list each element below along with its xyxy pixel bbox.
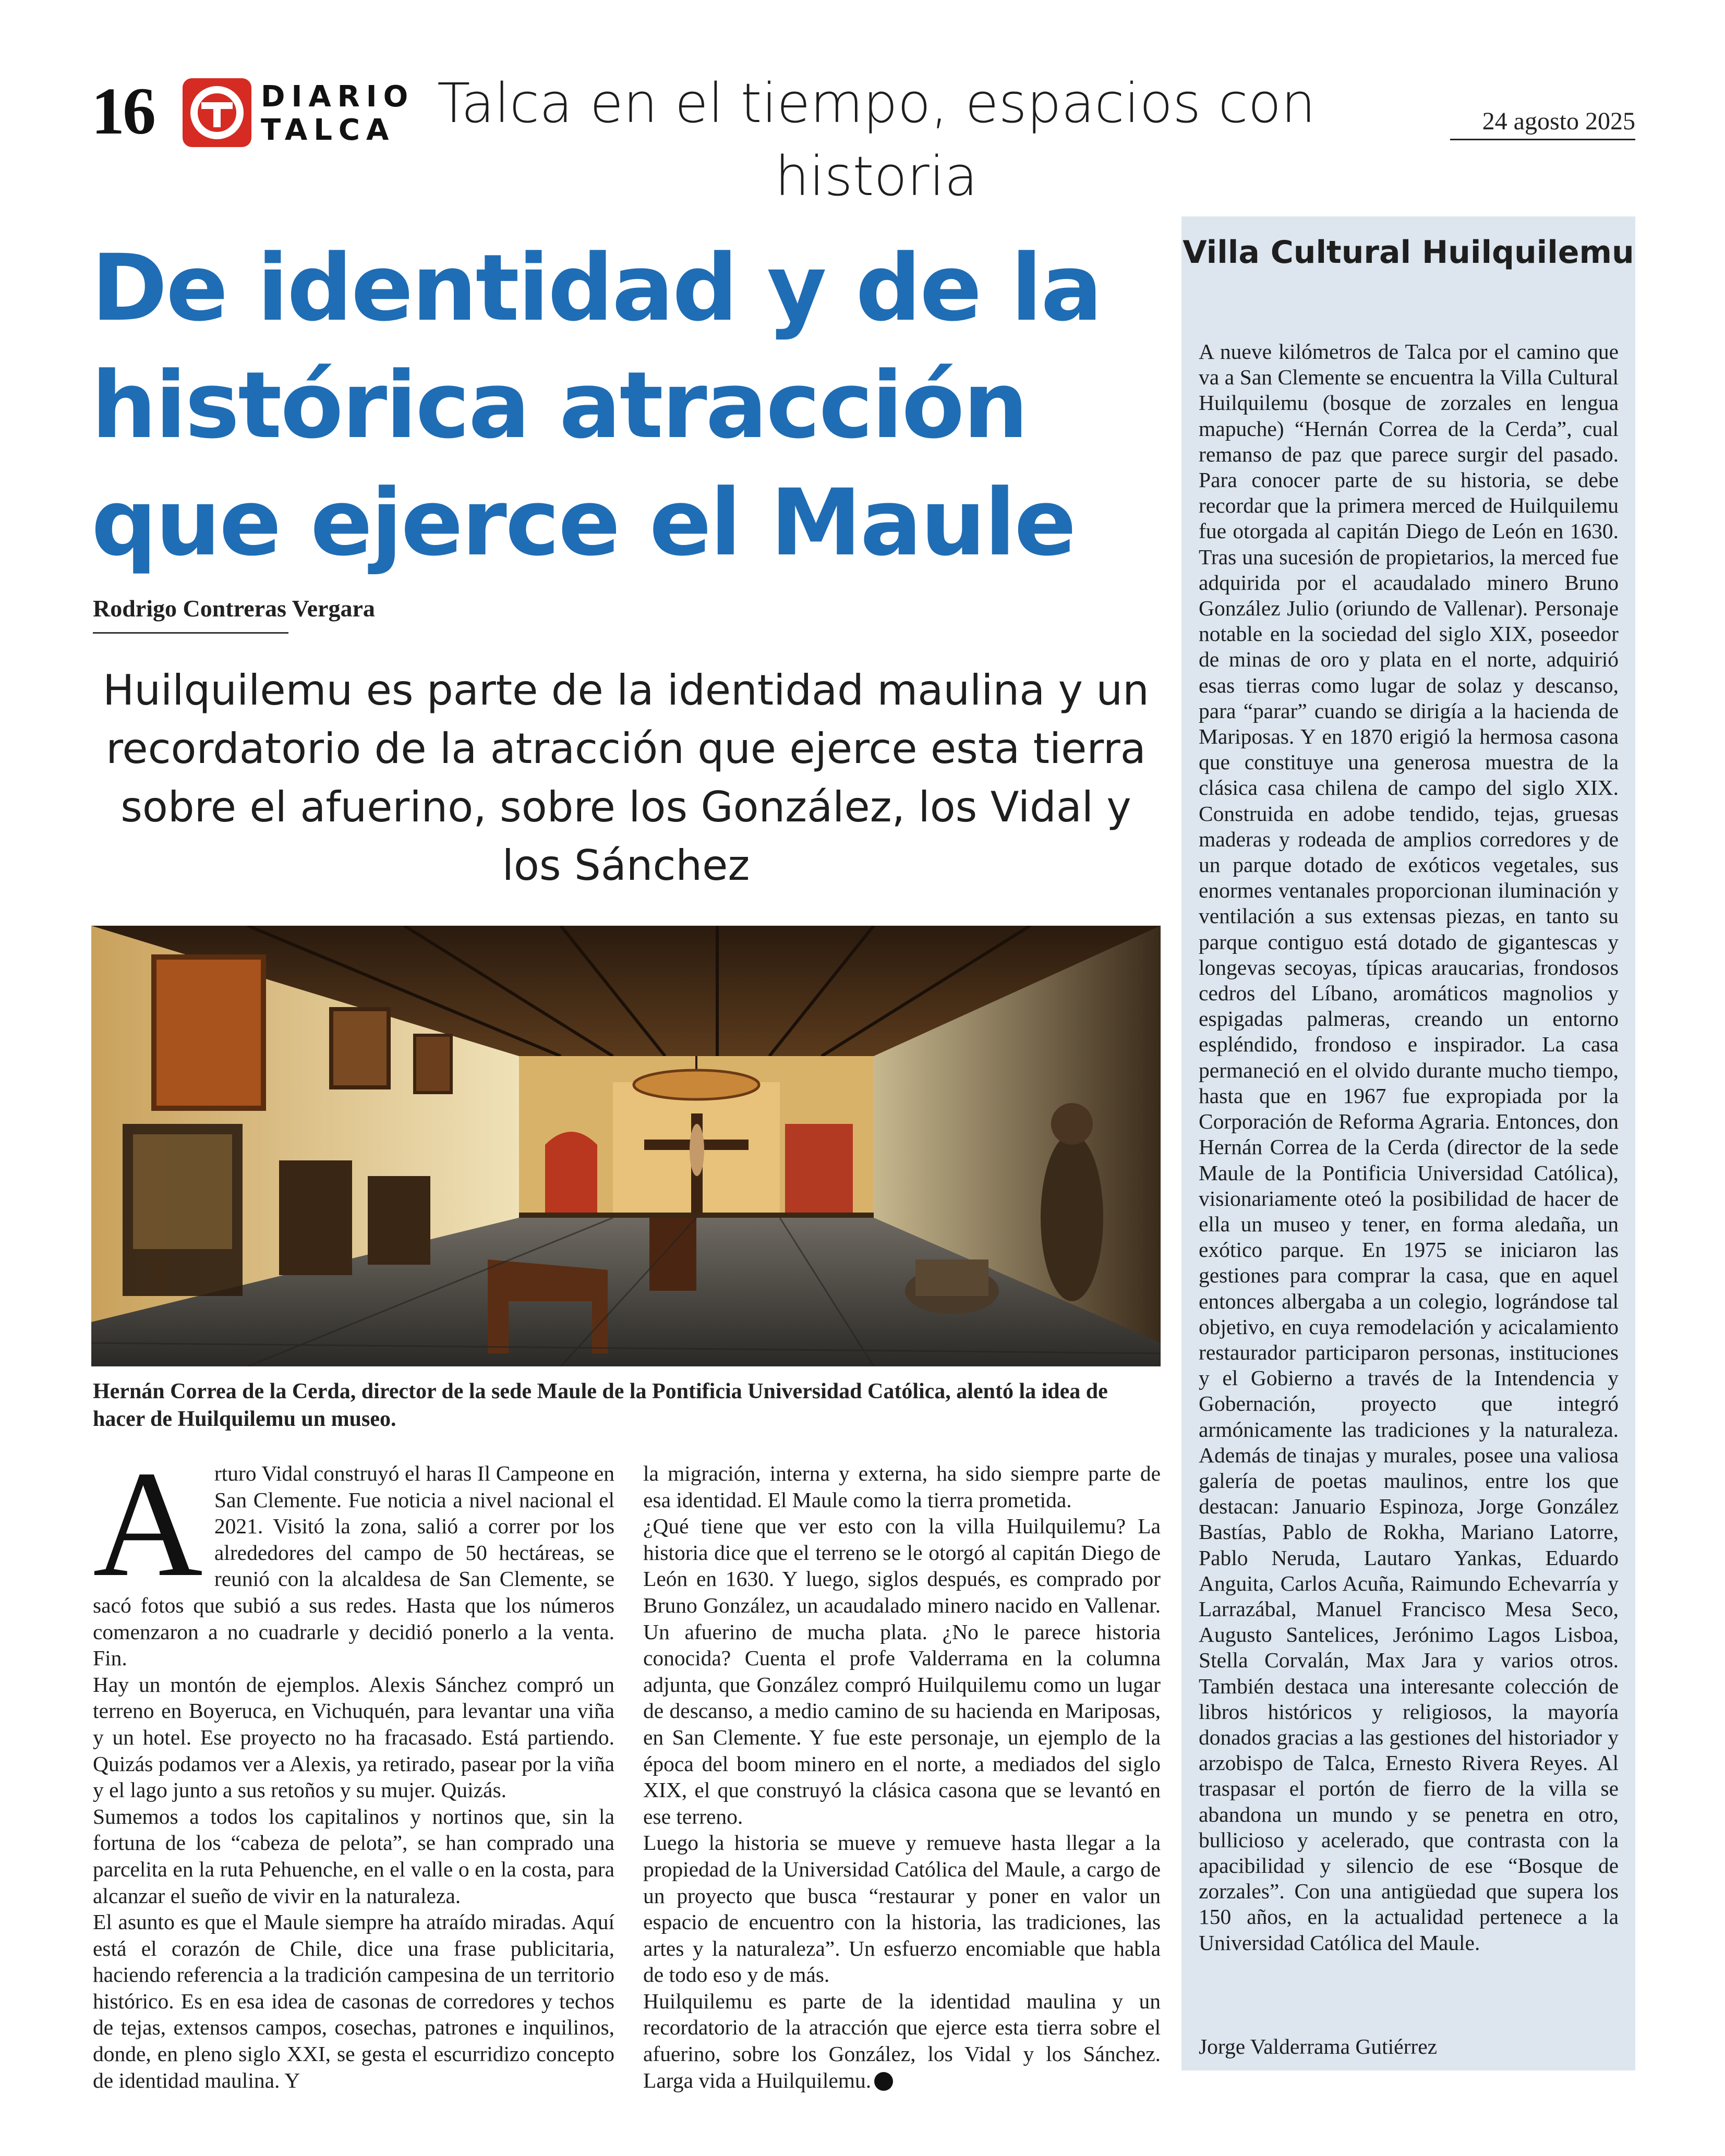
lead-paragraph: Huilquilemu es parte de la identidad maulina y un recordatorio de la atracción que ejerce esta tierra sobre el afuerino, sobre los González, los Vidal y los Sánchez — [103, 666, 1149, 890]
logo-word-diario: DIARIO — [261, 80, 415, 114]
sidebar-body: A nueve kilómetros de Talca por el camino que va a San Clemente se encuentra la Villa Cultural Huilquilemu (bosque de zorzales en lengua mapuche) “Hernán Correa de la Cerda”, cual remanso de paz que parece surgir del pasado. Para conocer parte de su historia, se debe recordar que la primera merced de Huilquilemu fue otorgada al capitán Diego de León en 1630. Tras una sucesión de propietarios, la merced fue adquirida por el acaudalado minero Bruno González Julio (oriundo de Vallenar). Personaje notable en la sociedad del siglo XIX, poseedor de minas de oro y plata en el norte, adquirió esas tierras como lugar de solaz y descanso, para “parar” cuando se dirigía a la hacienda de Mariposas. Y en 1870 erigió la hermosa casona que constituye una generosa muestra de la clásica casa chilena de campo del siglo XIX. Construida en adobe tendido, tejas, gruesas maderas y rodeada de amplios corredores y de un parque dotado de exóticos vegetales, sus enormes ventanales proporcionan iluminación y ventilación a sus extensas piezas, en tanto su parque contiguo está dotado de gigantescas y longevas secoyas, típicas araucarias, frondosos cedros del Líbano, aromáticos magnolios y espigadas palmeras, creando un entorno espléndido, frondoso e inspirador. La casa permaneció en el olvido durante mucho tiempo, hasta que en 1967 fue expropiada por la Corporación de Reforma Agraria. Entonces, don Hernán Correa de la Cerda (director de la sede Maule de la Pontificia Universidad Católica), visionariamente oteó la posibilidad de hacer de ella un museo y tener, en forma aledaña, un exótico parque. En 1975 se iniciaron las gestiones para comprar la casa, que en aquel entonces albergaba a un colegio, lográndose tal objetivo, en cuya remodelación y acicalamiento restaurador participaron personas, instituciones y el Gobierno a través de la Intendencia y Gobernación, proyecto que integró armónicamente las tradiciones y la naturaleza. Además de tinajas y murales, posee una valiosa galería de poetas maulinos, entre los que destacan: Januario Espinoza, Jorge González Bastías, Pablo de Rokha, Mariano Latorre, Pablo Neruda, Lautaro Yankas, Eduardo Anguita, Carlos Acuña, Raimundo Echevarría y Larrazábal, Manuel Francisco Mesa Seco, Augusto Santelices, Jerónimo Lagos Lisboa, Stella Corvalán, Max Jara y varios otros. También destaca una interesante colección de libros históricos y religiosos, la mayoría donados gracias a las gestiones del historiador y arzobispo de Talca, Ernesto Rivera Reyes. Al traspasar el portón de fierro de la villa se abandona un mundo y se penetra en otro, bullicioso y acelerado, que contrasta con la apacibilidad y silencio de ese “Bosque de zorzales”. Con una antigüedad que supera los 150 años, en la actualidad pertenece a la Universidad Católica del Maule. — [1199, 340, 1619, 1955]
end-mark-icon — [874, 2072, 893, 2091]
logo-word-talca: TALCA — [261, 113, 395, 147]
article-paragraph-8: Huilquilemu es parte de la identidad maulina y un recordatorio de la atracción que ejerce esta tierra sobre el afuerino, sobre los González, los Vidal y los Sánchez. Larga vida a Huilquilemu. — [643, 1989, 1161, 2092]
sidebar-title: Villa Cultural Huilquilemu — [1183, 234, 1634, 271]
author-byline: Rodrigo Contreras Vergara — [93, 595, 375, 622]
byline-rule — [93, 632, 288, 634]
article-column-2 — [643, 1460, 1161, 2093]
diario-talca-logo — [183, 78, 415, 147]
section-title: Talca en el tiempo, espacios con historia — [437, 71, 1316, 208]
article-paragraph-4: El asunto es que el Maule siempre ha atraído miradas. Aquí está el corazón de Chile, dice una frase publicitaria, haciendo referencia a la tradición campesina de un territorio histórico. Es en esa idea de casonas de corredores y techos de tejas, extensos campos, cosechas, patrones e inquilinos, donde, en pleno siglo XXI, se gesta el escurridizo concepto de identidad maulina. Y — [93, 1910, 614, 2092]
sidebar-signature: Jorge Valderrama Gutiérrez — [1199, 2034, 1438, 2058]
headline: De identidad y de la histórica atracción que ejerce el Maule — [91, 235, 1101, 576]
article-paragraph-6: ¿Qué tiene que ver esto con la villa Huilquilemu? La historia dice que el terreno se le otorgó al capitán Diego de León en 1630. Y luego, siglos después, es comprado por Bruno González, un acaudalado minero nacido en Vallenar. Un afuerino de mucha plata. ¿No le parece historia conocida? Cuenta el profe Valderrama en la columna adjunta, que González compró Huilquilemu como un lugar de descanso, a medio camino de su hacienda en Mariposas, en San Clemente. Y fue este personaje, un ejemplo de la época del boom minero en el norte, a mediados del siglo XIX, el que construyó la clásica casona que se levantó en ese terreno. — [643, 1514, 1161, 1828]
article-paragraph-3: Sumemos a todos los capitalinos y nortinos que, sin la fortuna de los “cabeza de pelota”, se han comprado una parcelita en la ruta Pehuenche, en el valle o en la costa, para alcanzar el sueño de vivir en la naturaleza. — [93, 1804, 614, 1908]
photo-caption: Hernán Correa de la Cerda, director de la sede Maule de la Pontificia Universidad Católica, alentó la idea de hacer de Huilquilemu un museo. — [93, 1379, 1108, 1431]
article-column-1 — [93, 1440, 614, 2093]
page-number: 16 — [91, 74, 154, 148]
logo-d-icon — [183, 78, 251, 147]
article-paragraph-5: la migración, interna y externa, ha sido siempre parte de esa identidad. El Maule como la tierra prometida. — [643, 1461, 1161, 1512]
article-paragraph-7: Luego la historia se mueve y remueve hasta llegar a la propiedad de la Universidad Católica del Maule, a cargo de un proyecto que busca “restaurar y poner en valor un espacio de encuentro con la historia, las tradiciones, las artes y la naturaleza”. Un esfuerzo encomiable que habla de todo eso y de más. — [643, 1831, 1161, 1987]
article-paragraph-1: Arturo Vidal construyó el haras Il Campeone en San Clemente. Fue noticia a nivel nacional el 2021. Visitó la zona, salió a correr por los alrededores del campo de 50 hectáreas, se reunió con la alcaldesa de San Clemente, se sacó fotos que subió a sus redes. Hasta que los números comenzaron a no cuadrarle y decidió ponerlo a la venta. Fin. — [93, 1440, 614, 1670]
issue-date: 24 agosto 2025 — [1450, 107, 1635, 140]
museum-interior-photo — [91, 926, 1161, 1366]
article-paragraph-2: Hay un montón de ejemplos. Alexis Sánchez compró un terreno en Boyeruca, en Vichuquén, para levantar una viña y un hotel. Ese proyecto no ha fracasado. Está partiendo. Quizás podamos ver a Alexis, ya retirado, pasear por la viña y el lago junto a sus retoños y su mujer. Quizás. — [93, 1672, 614, 1802]
drop-cap: A — [93, 1440, 203, 1608]
